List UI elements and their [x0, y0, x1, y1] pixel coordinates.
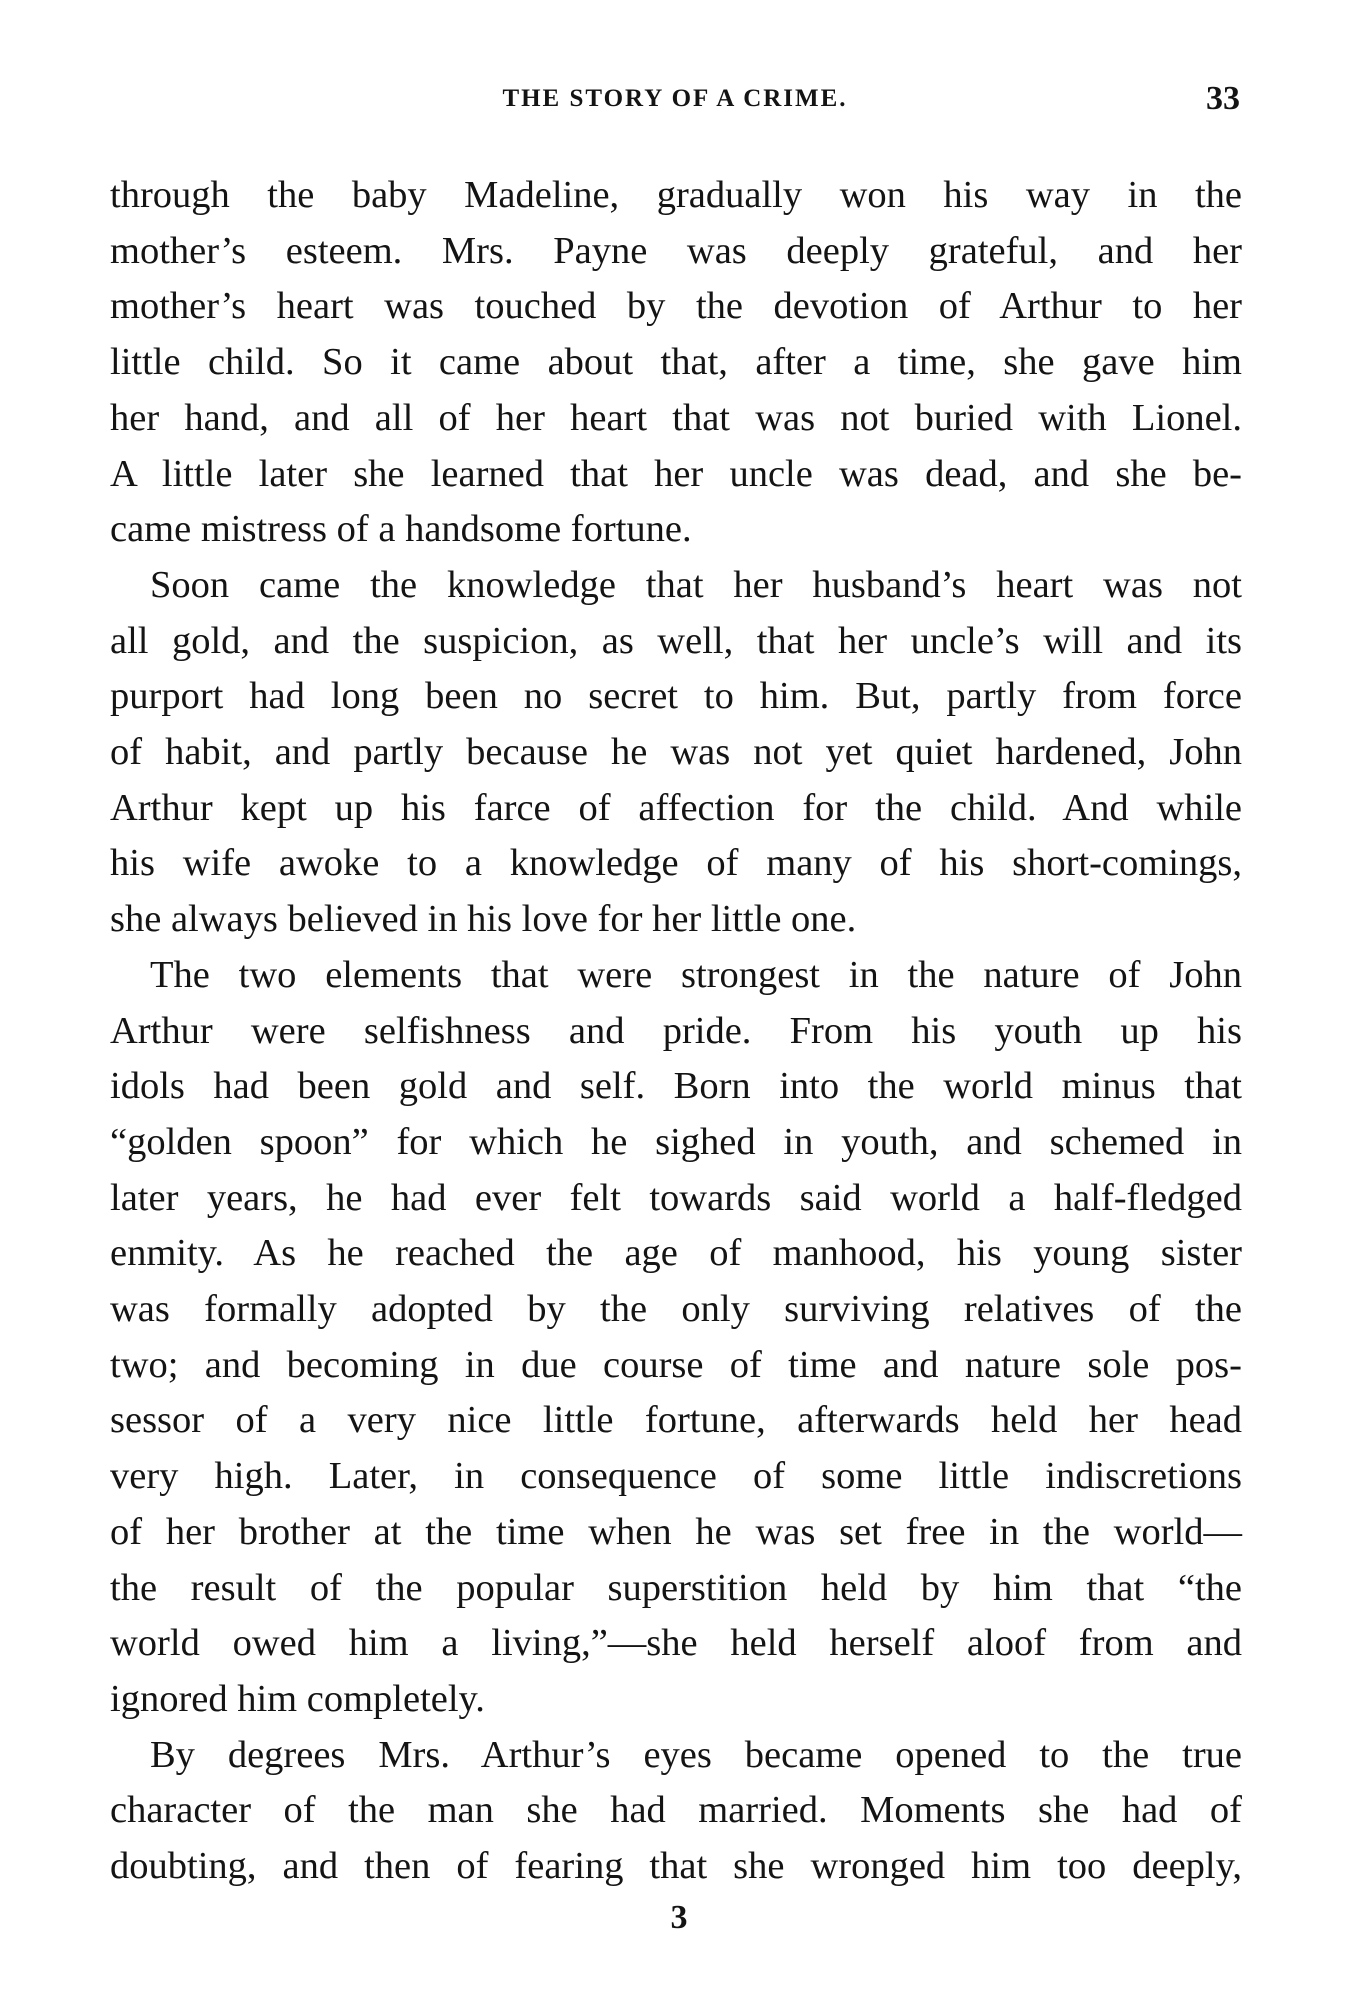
- text-line: his wife awoke to a knowledge of many of his short-comings,: [110, 842, 1242, 885]
- body-text: [110, 168, 1242, 1895]
- paragraph: [110, 168, 1242, 558]
- text-line: The two elements that were strongest in the nature of John: [150, 953, 1242, 996]
- text-line: By degrees Mrs. Arthur’s eyes became opened to the true: [150, 1733, 1242, 1776]
- text-line: very high. Later, in consequence of some little indiscretions: [110, 1455, 1242, 1498]
- text-line: she always believed in his love for her little one.: [110, 898, 857, 941]
- paragraph: [110, 558, 1242, 948]
- text-line: enmity. As he reached the age of manhood, his young sister: [110, 1232, 1242, 1275]
- text-line: of habit, and partly because he was not yet quiet hardened, John: [110, 731, 1242, 774]
- text-line: her hand, and all of her heart that was not buried with Lionel.: [110, 396, 1242, 439]
- text-line: came mistress of a handsome fortune.: [110, 508, 692, 551]
- text-line: A little later she learned that her uncle was dead, and she be-: [110, 452, 1242, 495]
- text-line: purport had long been no secret to him. But, partly from force: [110, 675, 1242, 718]
- text-line: Arthur kept up his farce of affection for the child. And while: [110, 786, 1242, 829]
- text-line: Arthur were selfishness and pride. From his youth up his: [110, 1009, 1242, 1052]
- text-line: mother’s esteem. Mrs. Payne was deeply grateful, and her: [110, 229, 1242, 272]
- text-line: all gold, and the suspicion, as well, that her uncle’s will and its: [110, 619, 1242, 662]
- text-line: character of the man she had married. Moments she had of: [110, 1789, 1242, 1832]
- text-line: Soon came the knowledge that her husband’s heart was not: [150, 563, 1242, 606]
- running-head: [110, 74, 1240, 124]
- text-line: doubting, and then of fearing that she wronged him too deeply,: [110, 1845, 1242, 1888]
- signature-mark: 3: [670, 1899, 688, 1936]
- paragraph: [110, 948, 1242, 1728]
- page-number: 33: [1206, 80, 1240, 117]
- text-line: was formally adopted by the only surviving relatives of the: [110, 1288, 1242, 1331]
- text-line: “golden spoon” for which he sighed in youth, and schemed in: [110, 1120, 1242, 1163]
- text-line: later years, he had ever felt towards said world a half-fledged: [110, 1176, 1242, 1219]
- paragraph: [110, 1728, 1242, 1895]
- text-line: mother’s heart was touched by the devotion of Arthur to her: [110, 285, 1242, 328]
- text-line: of her brother at the time when he was set free in the world—: [110, 1510, 1242, 1553]
- text-line: two; and becoming in due course of time and nature sole pos-: [110, 1343, 1242, 1386]
- text-line: the result of the popular superstition held by him that “the: [110, 1566, 1242, 1609]
- text-line: sessor of a very nice little fortune, afterwards held her head: [110, 1399, 1242, 1442]
- text-line: through the baby Madeline, gradually won his way in the: [110, 174, 1242, 216]
- text-line: world owed him a living,”—she held herself aloof from and: [110, 1622, 1242, 1665]
- text-line: idols had been gold and self. Born into the world minus that: [110, 1065, 1242, 1108]
- text-line: ignored him completely.: [110, 1677, 485, 1720]
- text-line: little child. So it came about that, after a time, she gave him: [110, 341, 1242, 384]
- running-head-title: THE STORY OF A CRIME.: [502, 85, 848, 112]
